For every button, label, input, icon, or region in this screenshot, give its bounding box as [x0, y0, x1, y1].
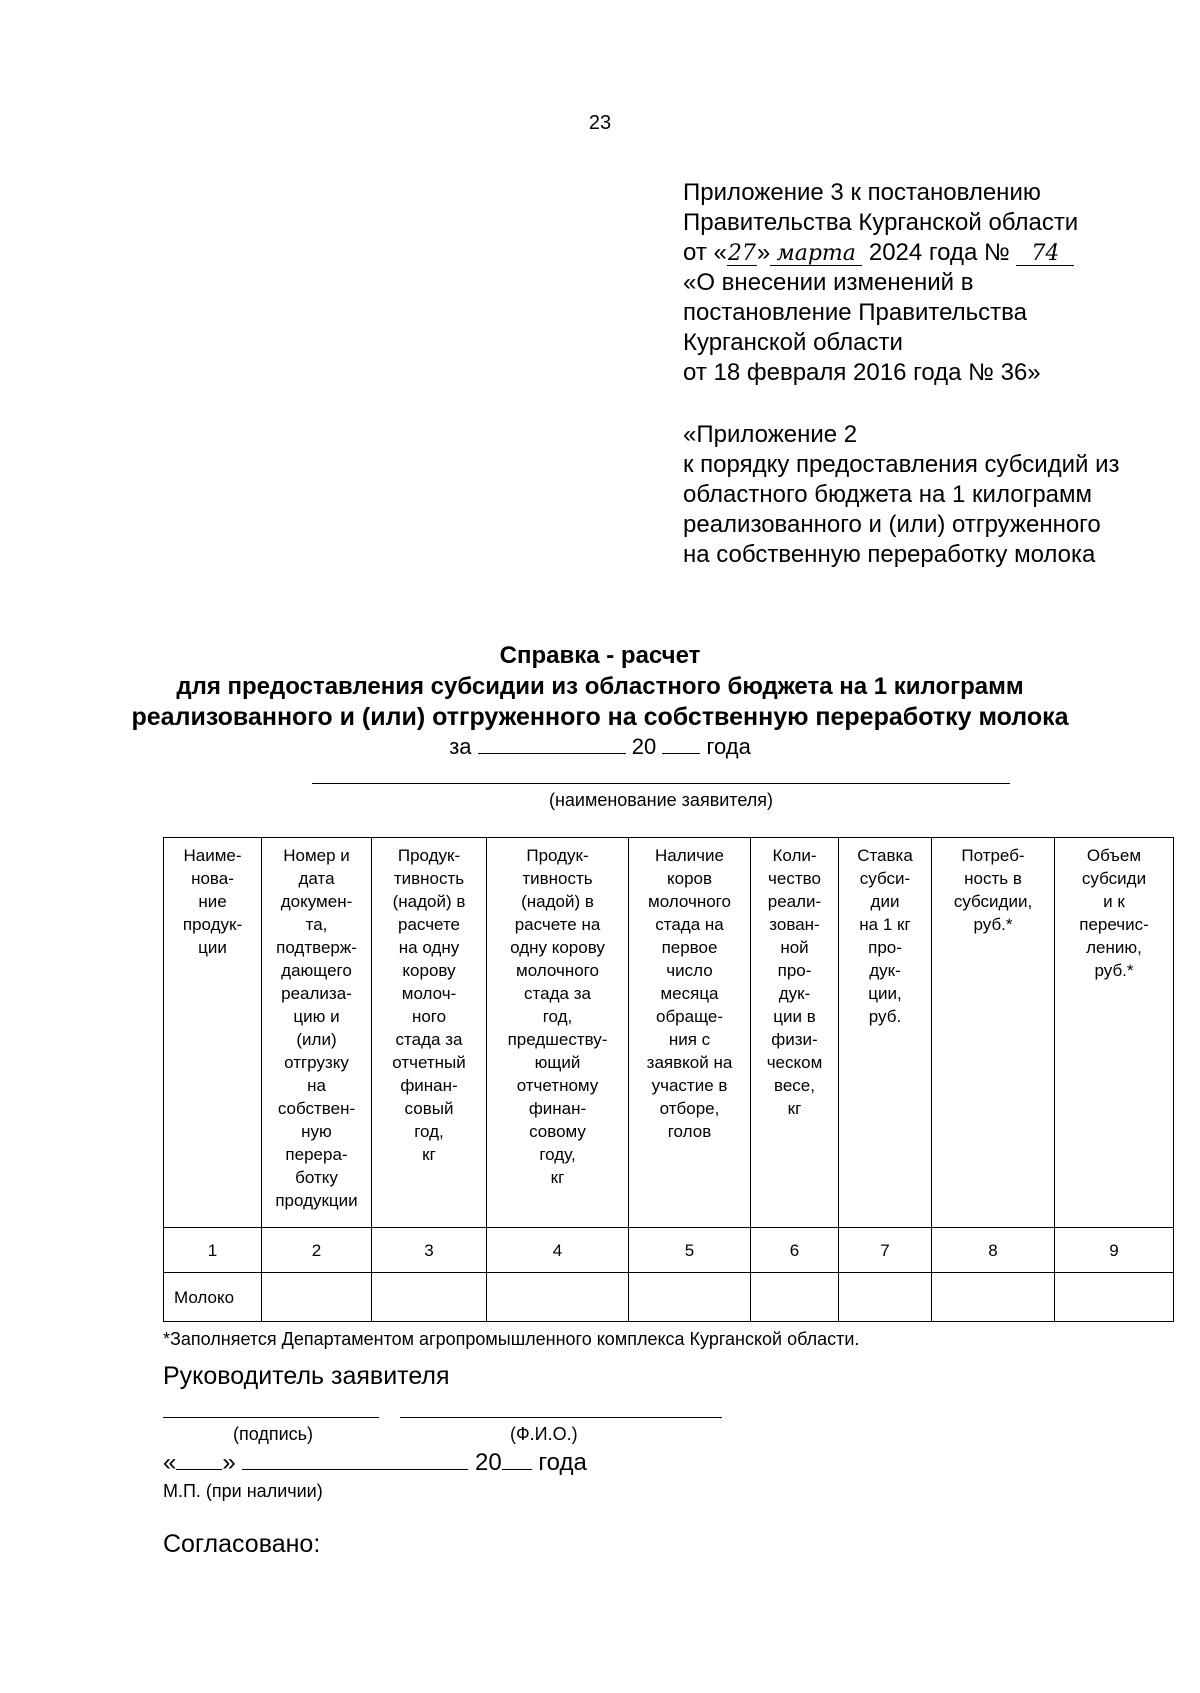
appendix-line: Правительства Курганской области	[683, 209, 1079, 236]
table-column-number: 4	[487, 1228, 629, 1273]
table-header-cell: Продук- тивность (надой) в расчете на одну корову молоч- ного стада за отчетный финан- совый год, кг	[372, 838, 487, 1228]
appendix2-line: «Приложение 2	[683, 421, 858, 448]
stamp-note: М.П. (при наличии)	[163, 1481, 323, 1501]
date-year: 2024 года №	[862, 239, 1017, 266]
agreed-label: Согласовано:	[163, 1530, 321, 1558]
table-number-row	[164, 1228, 1174, 1273]
full-name-caption: (Ф.И.О.)	[510, 1424, 578, 1444]
title-line: Справка - расчет	[499, 642, 701, 669]
period-mid: 20	[625, 734, 663, 759]
handwritten-decree-number: 74	[1016, 243, 1074, 266]
document-title	[0, 640, 1200, 761]
applicant-name-line[interactable]	[312, 783, 1010, 784]
appendix-line: от 18 февраля 2016 года № 36»	[683, 359, 1041, 386]
table-header-cell: Наиме- нова- ние продук- ции	[164, 838, 262, 1228]
day-blank[interactable]	[176, 1449, 222, 1470]
table-header-cell: Продук- тивность (надой) в расчете на одну корову молочного стада за год, предшеству- ющий отчетному финан- совому году, кг	[487, 838, 629, 1228]
table-cell[interactable]	[629, 1273, 751, 1322]
footnote: *Заполняется Департаментом агропромышленного комплекса Курганской области.	[163, 1329, 860, 1349]
period-line	[0, 733, 1200, 761]
handwritten-day: 27	[727, 241, 756, 266]
table-header-cell: Наличие коров молочного стада на первое число месяца обраще- ния с заявкой на участие в отборе, голов	[629, 838, 751, 1228]
table-cell[interactable]	[262, 1273, 372, 1322]
appendix2-line: к порядку предоставления субсидий из	[683, 451, 1120, 478]
calculation-table	[163, 837, 1174, 1322]
date-year-prefix: 20	[468, 1449, 502, 1476]
table-cell-product: Молоко	[164, 1273, 262, 1322]
table-header-cell: Потреб- ность в субсидии, руб.*	[932, 838, 1055, 1228]
table-cell[interactable]	[1055, 1273, 1174, 1322]
applicant-caption: (наименование заявителя)	[548, 790, 774, 810]
signature-date-line	[163, 1449, 587, 1477]
period-prefix: за	[449, 734, 478, 759]
appendix-line: Курганской области	[683, 329, 903, 356]
table-header-row	[164, 838, 1174, 1228]
table-row	[164, 1273, 1174, 1322]
handwritten-month: марта	[770, 243, 862, 266]
page-number: 23	[588, 112, 612, 134]
date-mid: »	[756, 239, 771, 266]
head-of-applicant-label: Руководитель заявителя	[163, 1362, 450, 1390]
appendix-line: постановление Правительства	[683, 299, 1027, 326]
table-column-number: 7	[839, 1228, 932, 1273]
appendix-line: «О внесении изменений в	[683, 269, 974, 296]
appendix2-header	[683, 420, 1120, 570]
appendix-header	[683, 178, 1078, 388]
table-column-number: 6	[751, 1228, 839, 1273]
month-blank[interactable]	[242, 1449, 468, 1470]
table-cell[interactable]	[932, 1273, 1055, 1322]
date-suffix: года	[531, 1449, 587, 1476]
title-line: реализованного и (или) отгруженного на собственную переработку молока	[131, 703, 1069, 731]
date-open-quote: «	[163, 1449, 177, 1476]
table-header-cell: Номер и дата докумен- та, подтверж- дающего реализа- цию и (или) отгрузку на собствен- ную переpa- ботку продукции	[262, 838, 372, 1228]
table-column-number: 8	[932, 1228, 1055, 1273]
signature-caption: (подпись)	[233, 1424, 314, 1444]
title-line: для предоставления субсидии из областного бюджета на 1 килограмм	[176, 673, 1024, 700]
year-blank[interactable]	[662, 733, 700, 754]
year-digits-blank[interactable]	[502, 1449, 532, 1470]
appendix2-line: областного бюджета на 1 килограмм	[683, 481, 1093, 508]
full-name-line[interactable]	[400, 1417, 722, 1418]
table-cell[interactable]	[487, 1273, 629, 1322]
period-blank[interactable]	[478, 733, 626, 754]
table-cell[interactable]	[751, 1273, 839, 1322]
table-cell[interactable]	[839, 1273, 932, 1322]
table-header-cell: Объем субсиди и к перечис- лению, руб.*	[1055, 838, 1174, 1228]
date-prefix: от «	[683, 239, 727, 266]
appendix-line: Приложение 3 к постановлению	[683, 179, 1041, 206]
table-column-number: 9	[1055, 1228, 1174, 1273]
appendix-date-line	[683, 238, 1078, 268]
table-column-number: 2	[262, 1228, 372, 1273]
table-column-number: 1	[164, 1228, 262, 1273]
table-header-cell: Ставка субси- дии на 1 кг про- дук- ции, руб.	[839, 838, 932, 1228]
period-suffix: года	[700, 734, 751, 759]
table-column-number: 3	[372, 1228, 487, 1273]
table-header-cell: Коли- чество реали- зован- ной про- дук- ции в физи- ческом весе, кг	[751, 838, 839, 1228]
table-cell[interactable]	[372, 1273, 487, 1322]
table-column-number: 5	[629, 1228, 751, 1273]
appendix2-line: реализованного и (или) отгруженного	[683, 511, 1101, 538]
date-close-quote: »	[222, 1449, 236, 1476]
signature-line[interactable]	[163, 1417, 379, 1418]
appendix2-line: на собственную переработку молока	[683, 541, 1096, 568]
